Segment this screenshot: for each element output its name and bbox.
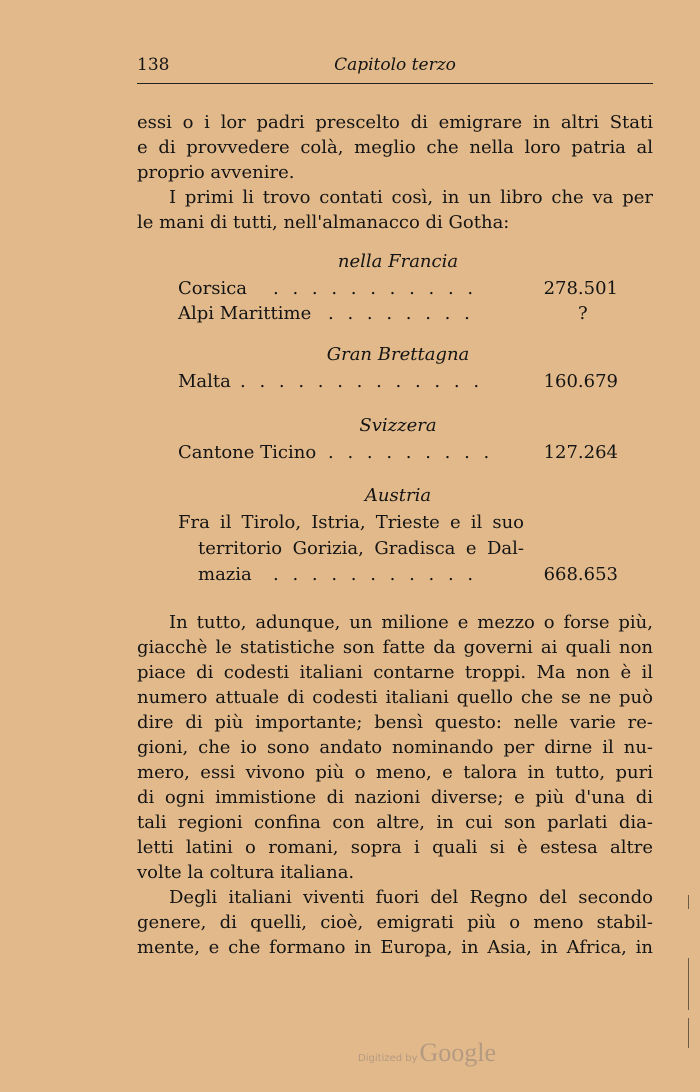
text-line: mente, e che formano in Europa, in Asia, in Africa, in xyxy=(137,937,653,958)
table-row xyxy=(178,442,618,466)
region-name: Cantone Ticino xyxy=(178,442,317,463)
region-name: Alpi Marittime xyxy=(178,303,312,324)
text-line: dire di più importante; bensì questo: nelle varie re- xyxy=(137,712,653,733)
region-name: Fra il Tirolo, Istria, Trieste e il suo xyxy=(178,512,524,533)
region-name: mazia xyxy=(198,564,252,585)
leader-dots: . . . . . . . . xyxy=(328,303,474,324)
text-line: proprio avvenire. xyxy=(137,162,295,183)
text-line: e di provvedere colà, meglio che nella loro patria al xyxy=(137,137,653,158)
text-line: piace di codesti italiani contarne troppi. Ma non è il xyxy=(137,662,653,683)
digitized-watermark xyxy=(358,1038,496,1068)
header-rule xyxy=(137,83,653,84)
table-row xyxy=(178,303,618,327)
text-line: numero attuale di codesti italiani quello che se ne può xyxy=(137,687,653,708)
text-line: le mani di tutti, nell'almanacco di Gotha: xyxy=(137,212,510,233)
region-name: Malta xyxy=(178,371,231,392)
scan-edge-mark xyxy=(688,958,689,1010)
text-line: volte la coltura italiana. xyxy=(137,862,355,883)
table-row xyxy=(178,371,618,395)
text-line: gioni, che io sono andato nominando per dirne il nu- xyxy=(137,737,653,758)
population-value: 160.679 xyxy=(543,371,618,392)
section-heading-austria: Austria xyxy=(364,485,432,506)
leader-dots: . . . . . . . . . . . . . xyxy=(240,371,484,392)
digitized-label: Digitized by xyxy=(358,1053,418,1064)
leader-dots: . . . . . . . . . xyxy=(328,442,494,463)
text-line: giacchè le statistiche son fatte da governi ai quali non xyxy=(137,637,653,658)
population-value: ? xyxy=(578,303,588,324)
page-number: 138 xyxy=(137,55,170,75)
text-line: In tutto, adunque, un milione e mezzo o forse più, xyxy=(169,612,653,633)
text-line: genere, di quelli, cioè, emigrati più o meno stabil- xyxy=(137,912,653,933)
running-title: Capitolo terzo xyxy=(334,55,456,75)
running-header xyxy=(137,55,653,81)
population-value: 278.501 xyxy=(543,278,618,299)
google-logo: Google xyxy=(419,1038,497,1067)
scan-edge-mark xyxy=(688,1018,689,1048)
text-line: di ogni immistione di nazioni diverse; e più d'una di xyxy=(137,787,653,808)
text-line: Degli italiani viventi fuori del Regno del secondo xyxy=(169,887,653,908)
region-name: Corsica xyxy=(178,278,248,299)
population-value: 668.653 xyxy=(543,564,618,585)
section-heading-france: nella Francia xyxy=(337,251,459,272)
table-row xyxy=(178,564,618,588)
region-name: territorio Gorizia, Gradisca e Dal- xyxy=(198,538,524,559)
table-row xyxy=(178,278,618,302)
text-line: mero, essi vivono più o meno, e talora in tutto, puri xyxy=(137,762,653,783)
text-line: letti latini o romani, sopra i quali si è estesa altre xyxy=(137,837,653,858)
section-heading-britain: Gran Brettagna xyxy=(326,344,470,365)
text-line: essi o i lor padri prescelto di emigrare in altri Stati xyxy=(137,112,653,133)
population-value: 127.264 xyxy=(543,442,618,463)
scan-edge-mark xyxy=(688,895,689,909)
leader-dots: . . . . . . . . . . . xyxy=(273,564,478,585)
text-line: tali regioni confina con altre, in cui son parlati dia- xyxy=(137,812,653,833)
section-heading-switzerland: Svizzera xyxy=(359,415,437,436)
leader-dots: . . . . . . . . . . . xyxy=(273,278,478,299)
text-line: I primi li trovo contati così, in un libro che va per xyxy=(169,187,653,208)
